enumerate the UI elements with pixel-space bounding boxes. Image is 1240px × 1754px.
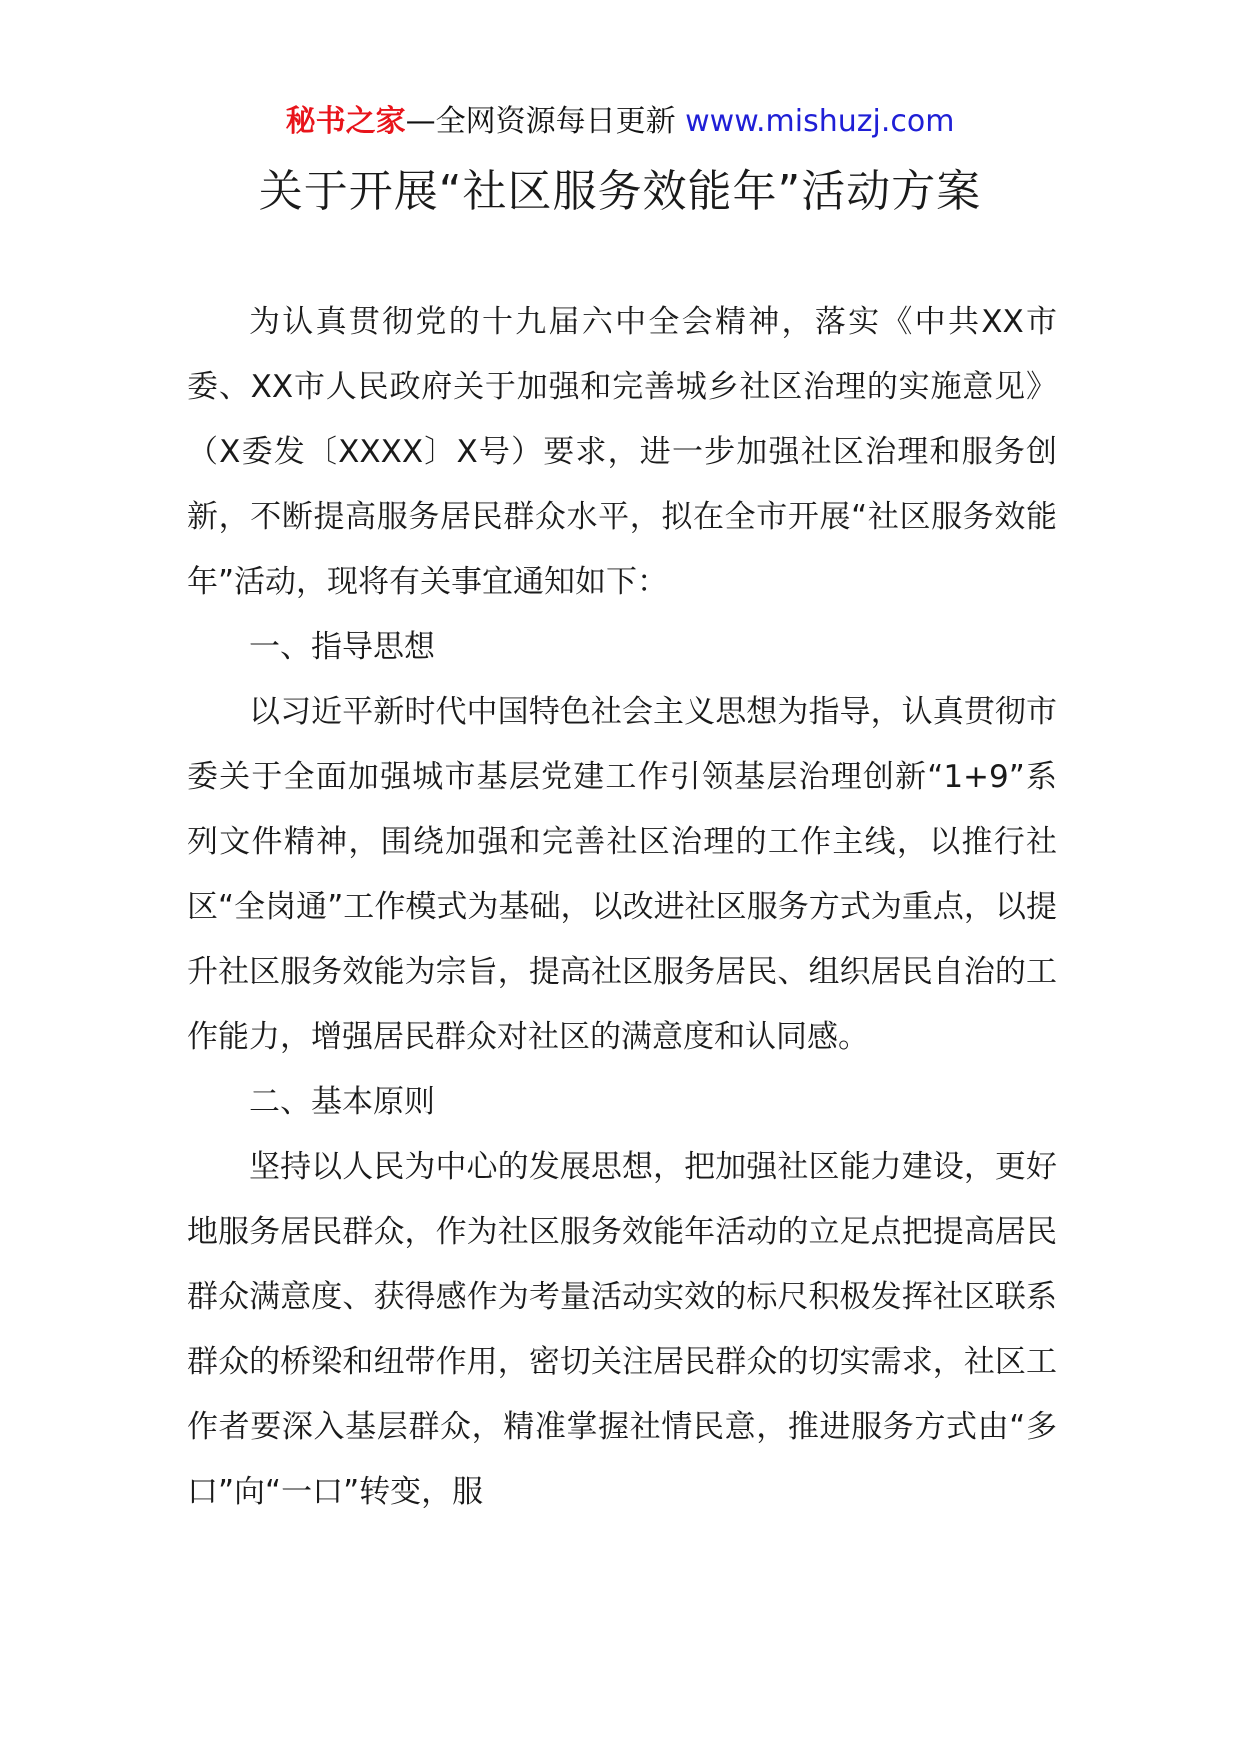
- intro-paragraph: 为认真贯彻党的十九届六中全会精神，落实《中共XX市委、XX市人民政府关于加强和完善城乡社区治理的实施意见》（X委发〔XXXX〕X号）要求，进一步加强社区治理和服务创新，不断提高服务居民群众水平，拟在全市开展“社区服务效能年”活动，现将有关事宜通知如下：: [187, 304, 1057, 600]
- section-heading-basic-principles: 二、基本原则: [249, 1084, 435, 1120]
- guiding-ideology-paragraph: 以习近平新时代中国特色社会主义思想为指导，认真贯彻市委关于全面加强城市基层党建工作引领基层治理创新“1+9”系列文件精神，围绕加强和完善社区治理的工作主线，以推行社区“全岗通”工作模式为基础，以改进社区服务方式为重点，以提升社区服务效能为宗旨，提高社区服务居民、组织居民自治的工作能力，增强居民群众对社区的满意度和认同感。: [187, 694, 1057, 1055]
- basic-principles-paragraph: 坚持以人民为中心的发展思想，把加强社区能力建设，更好地服务居民群众，作为社区服务效能年活动的立足点把提高居民群众满意度、获得感作为考量活动实效的标尺积极发挥社区联系群众的桥梁和纽带作用，密切关注居民群众的切实需求，社区工作者要深入基层群众，精准掌握社情民意，推进服务方式由“多口”向“一口”转变，服: [187, 1149, 1057, 1510]
- brand-name: 秘书之家: [285, 104, 406, 139]
- site-banner: [0, 100, 1240, 144]
- section-heading-guiding-ideology: 一、指导思想: [249, 629, 435, 665]
- banner-tagline: —全网资源每日更新: [405, 104, 686, 139]
- website-link[interactable]: www.mishuzj.com: [685, 104, 955, 139]
- document-title: 关于开展“社区服务效能年”活动方案: [258, 166, 982, 217]
- document-body: [187, 290, 1057, 1525]
